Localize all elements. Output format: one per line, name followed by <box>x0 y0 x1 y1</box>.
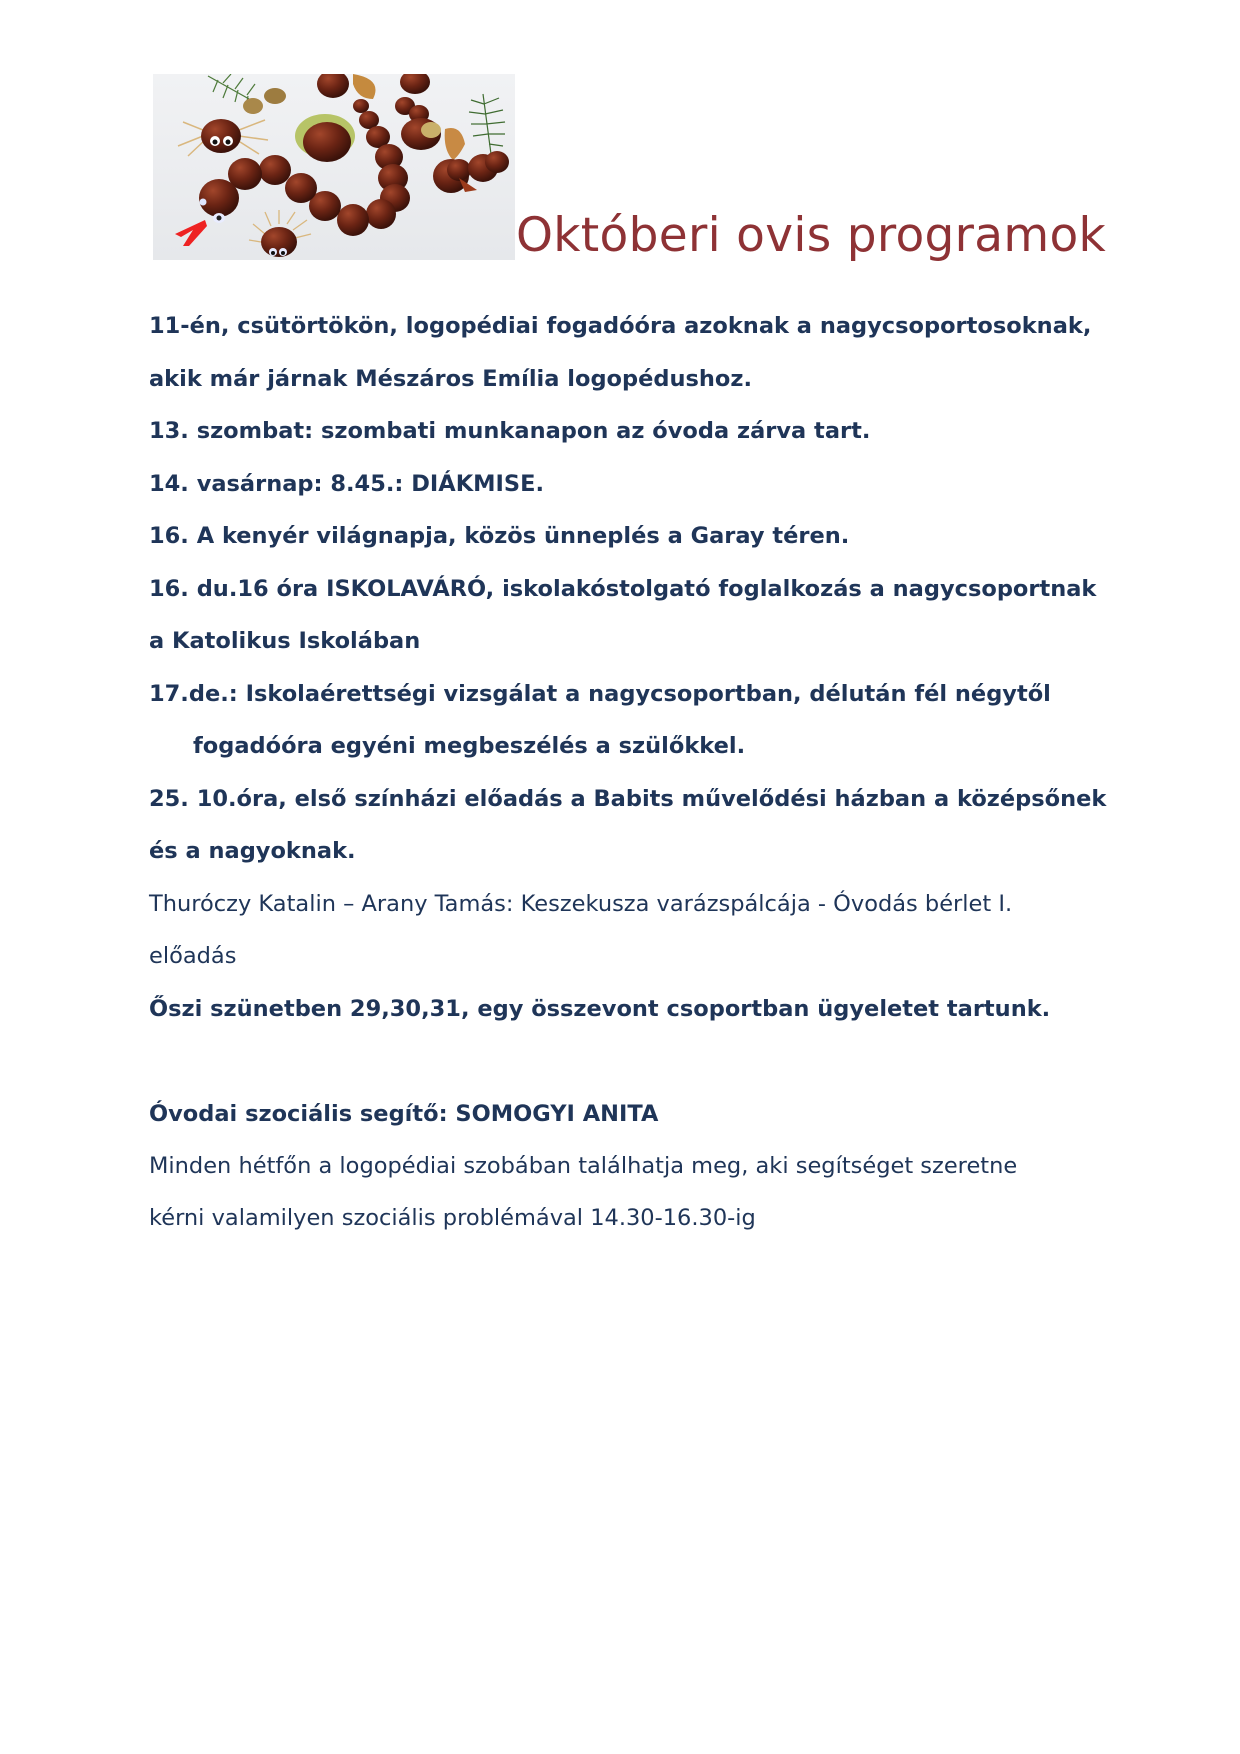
performance-line: Thuróczy Katalin – Arany Tamás: Keszekusza varázspálcája - Óvodás bérlet I. <box>149 890 1013 917</box>
event-line: és a nagyoknak. <box>149 838 356 864</box>
event-item <box>149 773 1107 878</box>
event-line: 13. szombat: szombati munkanapon az óvoda zárva tart. <box>149 418 871 444</box>
event-item <box>149 300 1099 405</box>
content-body <box>149 300 1107 1244</box>
event-line: a Katolikus Iskolában <box>149 628 421 654</box>
event-line: 11-én, csütörtökön, logopédiai fogadóóra azoknak a nagycsoportosoknak, <box>149 313 1092 339</box>
social-helper-line: Minden hétfőn a logopédiai szobában találhatja meg, aki segítséget szeretne <box>149 1152 1018 1179</box>
event-item <box>149 405 1099 458</box>
event-line: 16. A kenyér világnapja, közös ünneplés a Garay téren. <box>149 523 850 549</box>
event-line: fogadóóra egyéni megbeszélés a szülőkkel. <box>193 733 746 759</box>
event-item <box>149 510 1099 563</box>
performance-line: előadás <box>149 943 237 969</box>
performance-info <box>149 878 1099 983</box>
chestnut-figures-photo-icon <box>153 74 515 260</box>
autumn-break-notice: Őszi szünetben 29,30,31, egy összevont csoportban ügyeletet tartunk. <box>149 995 1051 1022</box>
event-item <box>149 668 1099 773</box>
event-line: 17.de.: Iskolaérettségi vizsgálat a nagycsoportban, délután fél négytől <box>149 680 1051 707</box>
social-helper-section <box>149 1088 1099 1244</box>
event-line: 14. vasárnap: 8.45.: DIÁKMISE. <box>149 470 545 497</box>
event-line: 16. du.16 óra ISKOLAVÁRÓ, iskolakóstolgató foglalkozás a nagycsoportnak <box>149 575 1097 602</box>
page-title: Októberi ovis programok <box>516 208 1107 263</box>
event-line: 25. 10.óra, első színházi előadás a Babits művelődési házban a középsőnek <box>149 785 1107 812</box>
spacer <box>149 1035 1099 1088</box>
social-helper-line: kérni valamilyen szociális problémával 14.30-16.30-ig <box>149 1204 756 1231</box>
event-item <box>149 563 1099 668</box>
social-helper-heading: Óvodai szociális segítő: SOMOGYI ANITA <box>149 1100 659 1127</box>
event-line: akik már járnak Mészáros Emília logopédushoz. <box>149 365 753 392</box>
event-item <box>149 458 1099 511</box>
chestnut-figures-image <box>153 74 515 260</box>
